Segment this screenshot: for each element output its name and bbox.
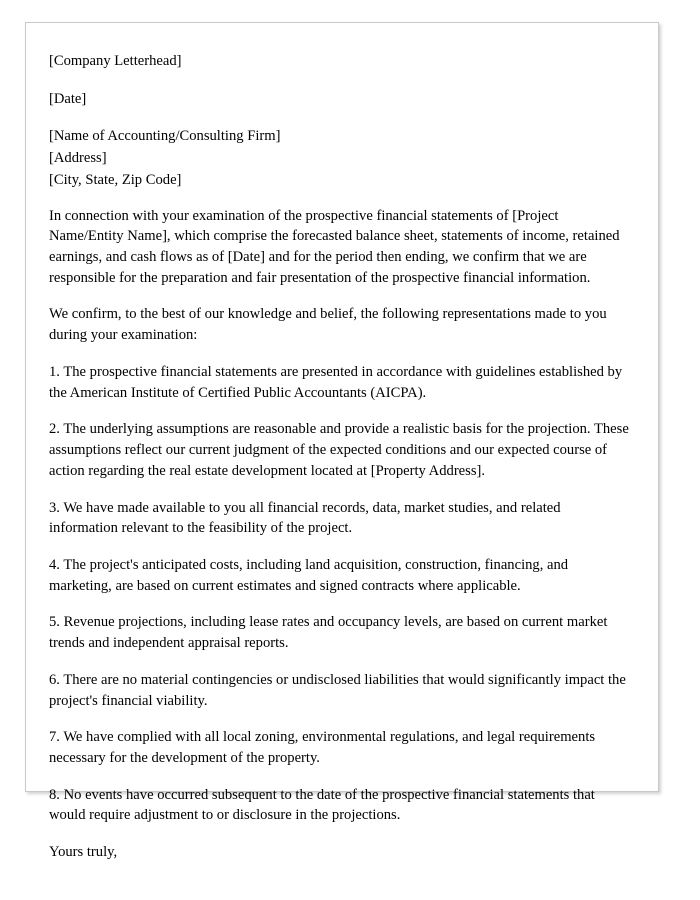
- document-body: [49, 51, 629, 861]
- company-letterhead: [Company Letterhead]: [49, 53, 182, 69]
- representation-item: 4. The project's anticipated costs, including land acquisition, construction, financing, and marketing, are based on current estimates and signed contracts where applicable.: [49, 556, 569, 594]
- recipient-firm: [Name of Accounting/Consulting Firm]: [49, 128, 281, 145]
- intro-paragraph: In connection with your examination of the prospective financial statements of [Project Name/Entity Name], which comprise the forecasted balance sheet, statements of income, retained earnings, and cash flows as of [Date] and for the period then ending, we confirm that we are responsible for the preparation and fair presentation of the prospective financial information.: [49, 207, 620, 286]
- representation-item: 1. The prospective financial statements are presented in accordance with guidelines established by the American Institute of Certified Public Accountants (AICPA).: [49, 363, 623, 401]
- representation-item: 5. Revenue projections, including lease rates and occupancy levels, are based on current market trends and independent appraisal reports.: [49, 614, 608, 652]
- representation-item: 3. We have made available to you all financial records, data, market studies, and related information relevant to the feasibility of the project.: [49, 499, 561, 537]
- closing-salutation: Yours truly,: [49, 844, 118, 861]
- confirmation-paragraph: We confirm, to the best of our knowledge and belief, the following representations made to you during your examination:: [49, 306, 607, 344]
- closing-salutation-clipped: [49, 842, 629, 861]
- representation-item: 8. No events have occurred subsequent to the date of the prospective financial statements that would require adjustment to or disclosure in the projections.: [49, 786, 595, 824]
- representation-item: 7. We have complied with all local zoning, environmental regulations, and legal requirements necessary for the development of the property.: [49, 729, 596, 766]
- recipient-address: [Address]: [49, 150, 107, 167]
- document-page: [25, 22, 659, 861]
- representation-item: 6. There are no material contingencies or undisclosed liabilities that would significantly impact the project's financial viability.: [49, 671, 626, 709]
- recipient-city-state-zip: [City, State, Zip Code]: [49, 171, 182, 188]
- document-date: [Date]: [49, 90, 87, 107]
- representation-item: 2. The underlying assumptions are reasonable and provide a realistic basis for the projection. These assumptions reflect our current judgment of the expected conditions and our expected course of action regarding the real estate development located at [Property Address].: [49, 421, 629, 479]
